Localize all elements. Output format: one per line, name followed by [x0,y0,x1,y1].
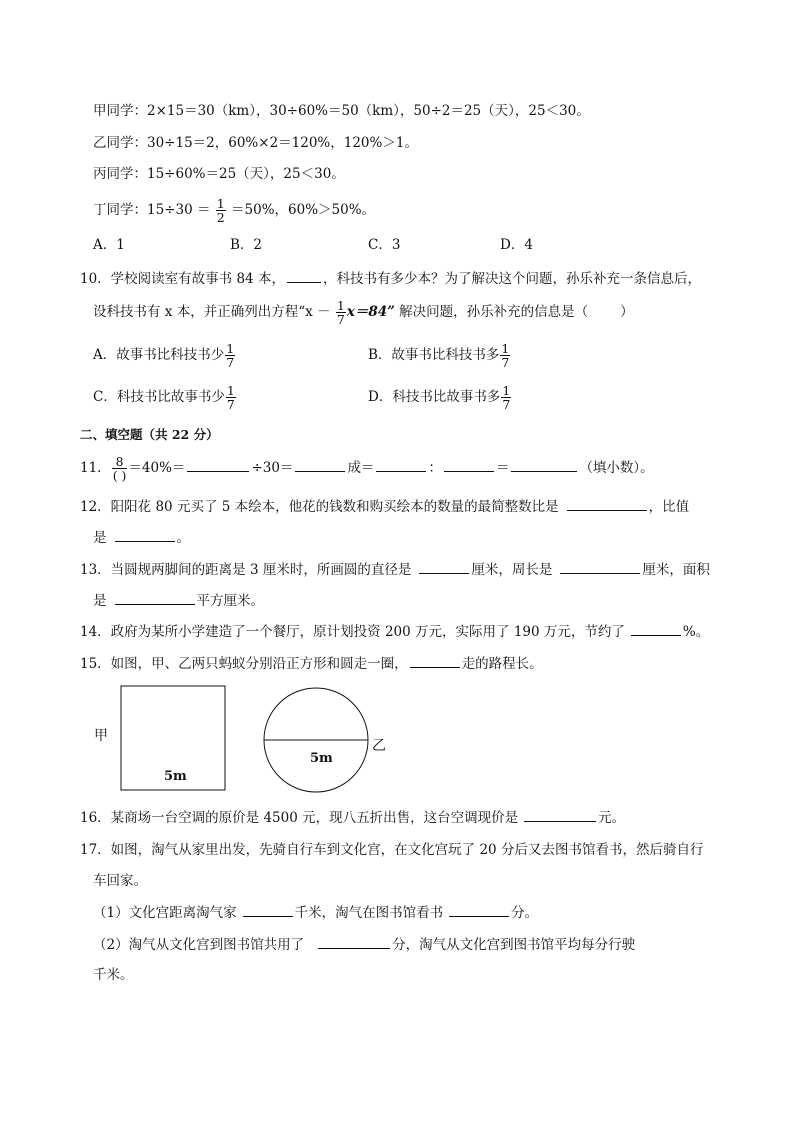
q10-option-c[interactable]: C．科技书比故事书少 $\frac{1}{7}$ [93,383,235,412]
q15-figure [80,680,420,800]
q11-blank-4[interactable] [444,457,494,472]
q9-option-b[interactable]: B．2 [230,237,263,253]
fraction-one-half: $\frac{1}{2}$ [216,196,225,225]
q13-blank-3[interactable] [115,590,195,605]
q13-blank-1[interactable] [419,559,469,574]
q11: 11． $\frac{8}{( )}$ ＝40%＝ ÷30＝ 成＝ ： ＝ （填小数）。 [80,454,654,483]
fraction-eight-over-blank: $\frac{8}{( )}$ [112,454,127,483]
q15: 15．如图，甲、乙两只蚂蚁分别沿正方形和圆走一圈， 走的路程长。 [80,653,543,674]
q11-blank-3[interactable] [376,457,426,472]
q17-blank-1[interactable] [243,902,293,917]
q10-option-b[interactable]: B．故事书比科技书多 $\frac{1}{7}$ [368,341,510,370]
q10-line1: 10．学校阅读室有故事书 84 本， ，科技书有多少本？为了解决这个问题，孙乐补充一条信息后， [80,268,701,289]
q16-blank[interactable] [524,807,596,822]
statement-jia: 甲同学：2×15＝30（km），30÷60%＝50（km），50÷2＝25（天），25＜30。 [93,103,590,119]
q12-line1: 12．阳阳花 80 元买了 5 本绘本，他花的钱数和购买绘本的数量的最简整数比是 ，比值 [80,496,689,517]
q10-line2: 设科技书有 x 本，并正确列出方程“x － $\frac{1}{7}$ x＝84” 解决问题，孙乐补充的信息是（ ） [93,298,634,327]
q17-sub2: （2）淘气从文化宫到图书馆共用了 分，淘气从文化宫到图书馆平均每分行驶 [93,934,635,955]
q17-line1: 17．如图，淘气从家里出发，先骑自行车到文化宫，在文化宫玩了 20 分后又去图书馆看书，然后骑自行 [80,842,704,858]
q14: 14．政府为某所小学建造了一个餐厅，原计划投资 200 万元，实际用了 190 万元，节约了 %。 [80,621,709,642]
q13-blank-2[interactable] [560,559,640,574]
circle-diameter-label: 5m [310,751,333,766]
q15-blank[interactable] [410,653,460,668]
section-title: 二、填空题（共 22 分） [80,427,219,442]
q16: 16．某商场一台空调的原价是 4500 元，现八五折出售，这台空调现价是 元。 [80,807,625,828]
q17-blank-2[interactable] [449,902,509,917]
q9-option-d[interactable]: D．4 [500,237,533,253]
q17-sub1: （1）文化宫距离淘气家 千米，淘气在图书馆看书 分。 [93,902,538,923]
fraction-one-seventh: $\frac{1}{7}$ [336,298,345,327]
q17-line2: 车回家。 [93,873,147,889]
q10-blank[interactable] [287,268,321,283]
square-side-label: 5m [164,769,187,784]
q10-option-a[interactable]: A．故事书比科技书少 $\frac{1}{7}$ [93,341,235,370]
statement-yi: 乙同学：30÷15＝2，60%×2＝120%，120%＞1。 [93,135,418,151]
q12-blank-1[interactable] [567,496,647,511]
q14-blank[interactable] [631,621,681,636]
q13-line2: 是 平方厘米。 [93,590,264,611]
q9-option-a[interactable]: A．1 [93,237,125,253]
q13-line1: 13．当圆规两脚间的距离是 3 厘米时，所画圆的直径是 厘米，周长是 厘米，面积 [80,559,710,580]
label-yi: 乙 [372,738,386,754]
label-jia: 甲 [94,728,108,744]
q17-blank-3[interactable] [318,934,390,949]
q11-blank-2[interactable] [295,457,345,472]
q9-option-c[interactable]: C．3 [368,237,401,253]
q11-blank-5[interactable] [511,457,577,472]
statement-ding: 丁同学：15÷30 ＝ $\frac{1}{2}$ ＝50%，60%＞50%。 [93,196,376,225]
q12-line2: 是 。 [93,527,190,548]
q17-sub2-end: 千米。 [93,967,134,983]
q11-blank-1[interactable] [187,457,249,472]
q10-option-d[interactable]: D．科技书比故事书多 $\frac{1}{7}$ [368,383,511,412]
q12-blank-2[interactable] [115,527,175,542]
statement-bing: 丙同学：15÷60%＝25（天），25＜30。 [93,166,345,182]
